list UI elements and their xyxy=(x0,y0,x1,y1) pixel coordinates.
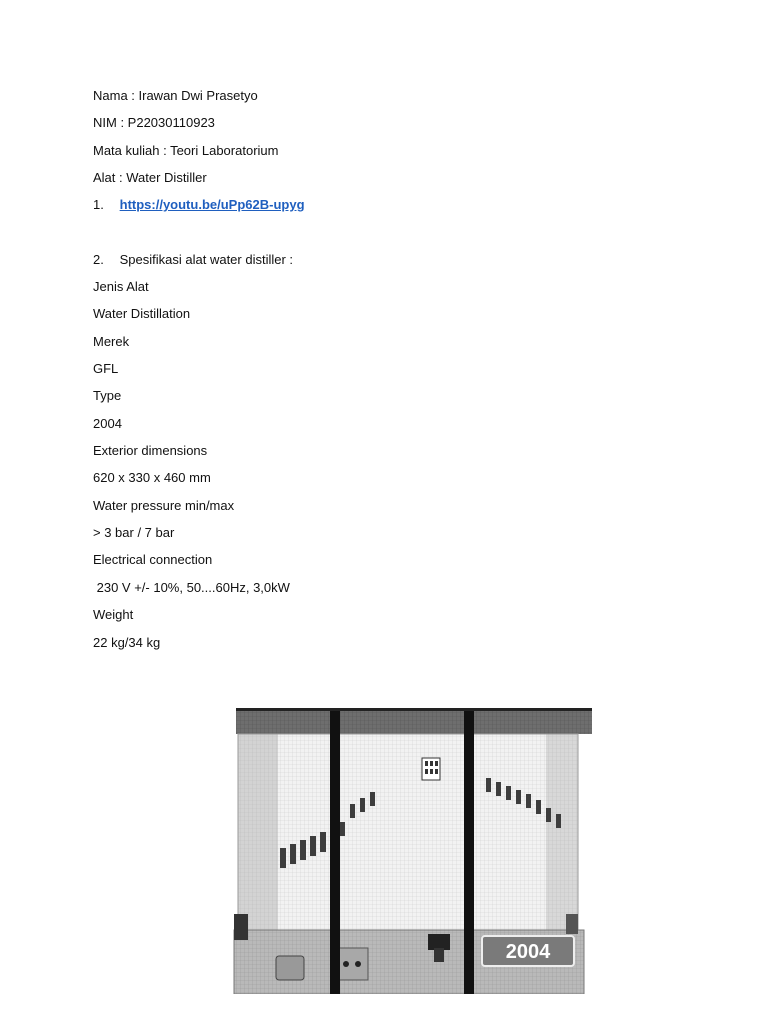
list-item-2 xyxy=(93,252,293,268)
header-alat: Alat : Water Distiller xyxy=(93,170,207,185)
list-item-1 xyxy=(93,197,305,213)
header-matakuliah: Mata kuliah : Teori Laboratorium xyxy=(93,143,279,158)
spec-line: Water pressure min/max xyxy=(93,498,235,513)
spec-line: > 3 bar / 7 bar xyxy=(93,525,175,540)
header-nama: Nama : Irawan Dwi Prasetyo xyxy=(93,88,258,103)
spec-line: GFL xyxy=(93,361,119,376)
spec-line: 2004 xyxy=(93,416,122,431)
spec-line: Merek xyxy=(93,334,130,349)
spec-line: Weight xyxy=(93,607,134,622)
model-label: 2004 xyxy=(505,941,551,963)
header-nim: NIM : P22030110923 xyxy=(93,115,215,130)
spec-heading: Spesifikasi alat water distiller : xyxy=(119,252,294,267)
youtube-link[interactable]: https://youtu.be/uPp62B-upyg xyxy=(119,197,305,212)
spec-line: Exterior dimensions xyxy=(93,443,208,458)
spec-line: 620 x 330 x 460 mm xyxy=(93,470,211,485)
spec-line: 230 V +/- 10%, 50....60Hz, 3,0kW xyxy=(93,580,290,595)
spec-line: Type xyxy=(93,388,122,403)
list-number: 1. xyxy=(93,197,104,212)
spec-line: Electrical connection xyxy=(93,552,213,567)
spec-line: 22 kg/34 kg xyxy=(93,635,161,650)
list-number: 2. xyxy=(93,252,104,267)
water-distiller-image xyxy=(216,708,592,994)
spec-line: Water Distillation xyxy=(93,306,191,321)
spec-line: Jenis Alat xyxy=(93,279,149,294)
